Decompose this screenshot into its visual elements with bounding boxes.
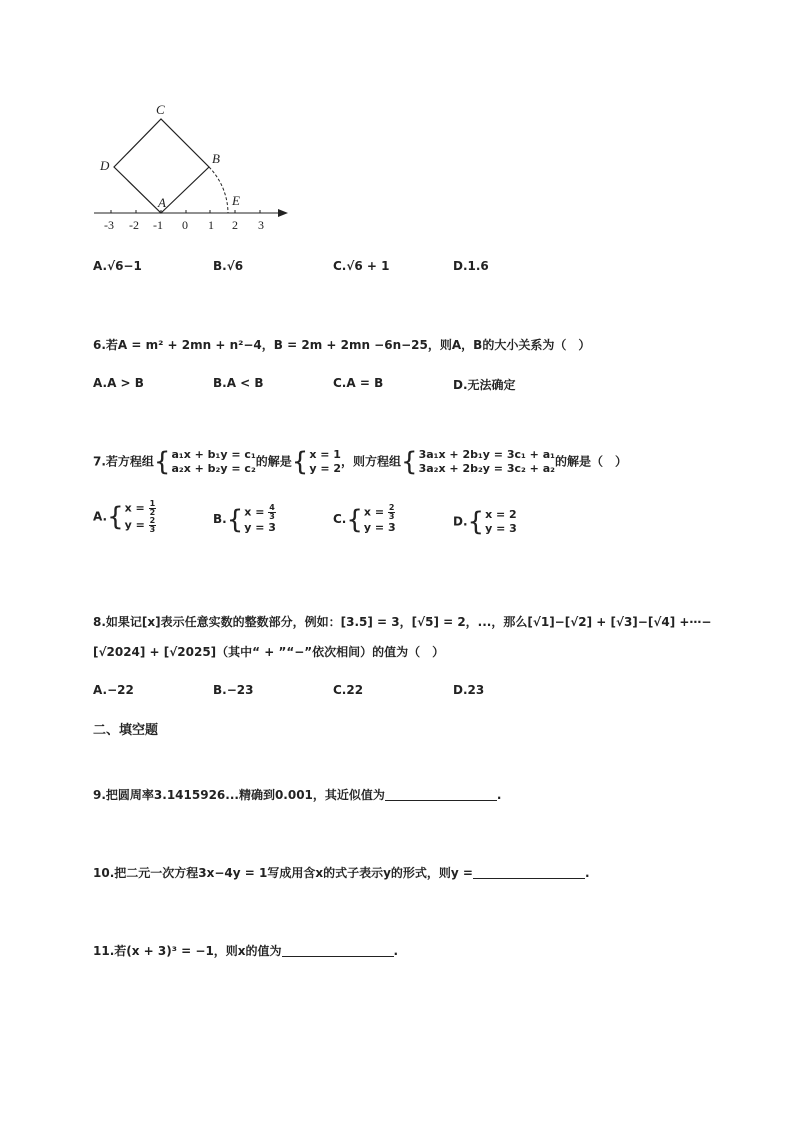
brace-icon: { xyxy=(153,447,171,477)
option-label: A. xyxy=(93,509,108,524)
q6-option-b[interactable]: B.A < B xyxy=(213,376,264,390)
q6-option-d[interactable]: D.无法确定 xyxy=(453,378,516,392)
option-label: D. xyxy=(453,514,468,529)
q7-option-d[interactable] xyxy=(453,508,517,536)
q9-text: 9.把圆周率3.1415926...精确到0.001，其近似值为 xyxy=(93,788,385,802)
point-label-b: B xyxy=(212,151,220,166)
q8-option-a[interactable]: A.−22 xyxy=(93,683,134,697)
q7-option-c[interactable] xyxy=(333,504,396,535)
number-line-figure xyxy=(92,100,292,235)
question-11 xyxy=(93,942,398,959)
option-label: C. xyxy=(333,512,347,526)
q7-mid-2: ，则方程组 xyxy=(341,454,402,469)
q7-option-a[interactable] xyxy=(93,500,156,534)
brace-icon: { xyxy=(107,502,124,532)
option-label: B. xyxy=(213,512,227,526)
tick-label: -1 xyxy=(153,218,163,232)
q8-option-c[interactable]: C.22 xyxy=(333,683,364,697)
q7-system-2: 3a₁x + 2b₁y = 3c₁ + a₁ 3a₂x + 2b₂y = 3c₂ + a₂ xyxy=(418,448,555,475)
q7-suffix: 的解是（ ） xyxy=(554,454,627,469)
brace-icon: { xyxy=(291,447,309,477)
question-8-line-2: [√2024] + [√2025]（其中“ + ”“−”依次相间）的值为（ ） xyxy=(93,645,445,659)
q10-text: 10.把二元一次方程3x−4y = 1写成用含x的式子表示y的形式，则y = xyxy=(93,866,473,880)
q7-solution: x = 1 y = 2 xyxy=(309,448,342,475)
tick-label: 2 xyxy=(232,218,238,232)
brace-icon: { xyxy=(401,447,418,477)
answer-blank[interactable] xyxy=(473,866,585,879)
tick-label: 0 xyxy=(182,218,188,232)
q5-option-c[interactable]: C.√6 + 1 xyxy=(333,259,390,273)
option-a-system: x = $\frac{1}{2}$ y = $\frac{2}{3}$ xyxy=(124,499,156,534)
brace-icon: { xyxy=(346,504,363,535)
brace-icon: { xyxy=(226,504,244,535)
option-d-system: x = 2 y = 3 xyxy=(485,508,517,535)
q8-option-d[interactable]: D.23 xyxy=(453,683,485,697)
question-6: 6.若A = m² + 2mn + n²−4，B = 2m + 2mn −6n−25，则A，B的大小关系为（ ） xyxy=(93,338,591,352)
q8-option-b[interactable]: B.−23 xyxy=(213,683,254,697)
answer-blank[interactable] xyxy=(282,944,394,957)
tick-label: 3 xyxy=(258,218,264,232)
q11-period: . xyxy=(393,944,399,958)
q10-period: . xyxy=(584,866,590,880)
section-heading: 二、填空题 xyxy=(93,723,159,738)
point-label-d: D xyxy=(100,158,110,173)
question-8-line-1: 8.如果记[x]表示任意实数的整数部分，例如：[3.5] = 3，[√5] = 2，...，那么[√1]−[√2] + [√3]−[√4] +⋯− xyxy=(93,615,712,629)
answer-blank[interactable] xyxy=(385,788,497,801)
option-c-system: x = $\frac{2}{3}$ y = 3 xyxy=(363,503,396,534)
question-10 xyxy=(93,864,590,881)
tick-label: -2 xyxy=(129,218,139,232)
q7-system-1: a₁x + b₁y = c₁ a₂x + b₂y = c₂ xyxy=(171,448,256,475)
point-label-a: A xyxy=(158,195,166,210)
q11-text: 11.若(x + 3)³ = −1，则x的值为 xyxy=(93,944,282,958)
point-label-c: C xyxy=(156,102,165,117)
brace-icon: { xyxy=(467,507,485,537)
q5-option-d[interactable]: D.1.6 xyxy=(453,259,489,273)
option-b-system: x = $\frac{4}{3}$ y = 3 xyxy=(244,503,276,534)
q6-option-a[interactable]: A.A > B xyxy=(93,376,144,390)
q9-period: . xyxy=(496,788,502,802)
q6-option-c[interactable]: C.A = B xyxy=(333,376,384,390)
tick-label: 1 xyxy=(208,218,214,232)
question-9 xyxy=(93,786,501,803)
question-7 xyxy=(93,448,627,476)
q5-option-b[interactable]: B.√6 xyxy=(213,259,244,273)
tick-label: -3 xyxy=(104,218,114,232)
q7-prefix: 7.若方程组 xyxy=(93,454,154,469)
q7-mid-1: 的解是 xyxy=(255,454,292,469)
q7-option-b[interactable] xyxy=(213,504,276,535)
q5-option-a[interactable]: A.√6−1 xyxy=(93,259,142,273)
point-label-e: E xyxy=(232,193,240,208)
